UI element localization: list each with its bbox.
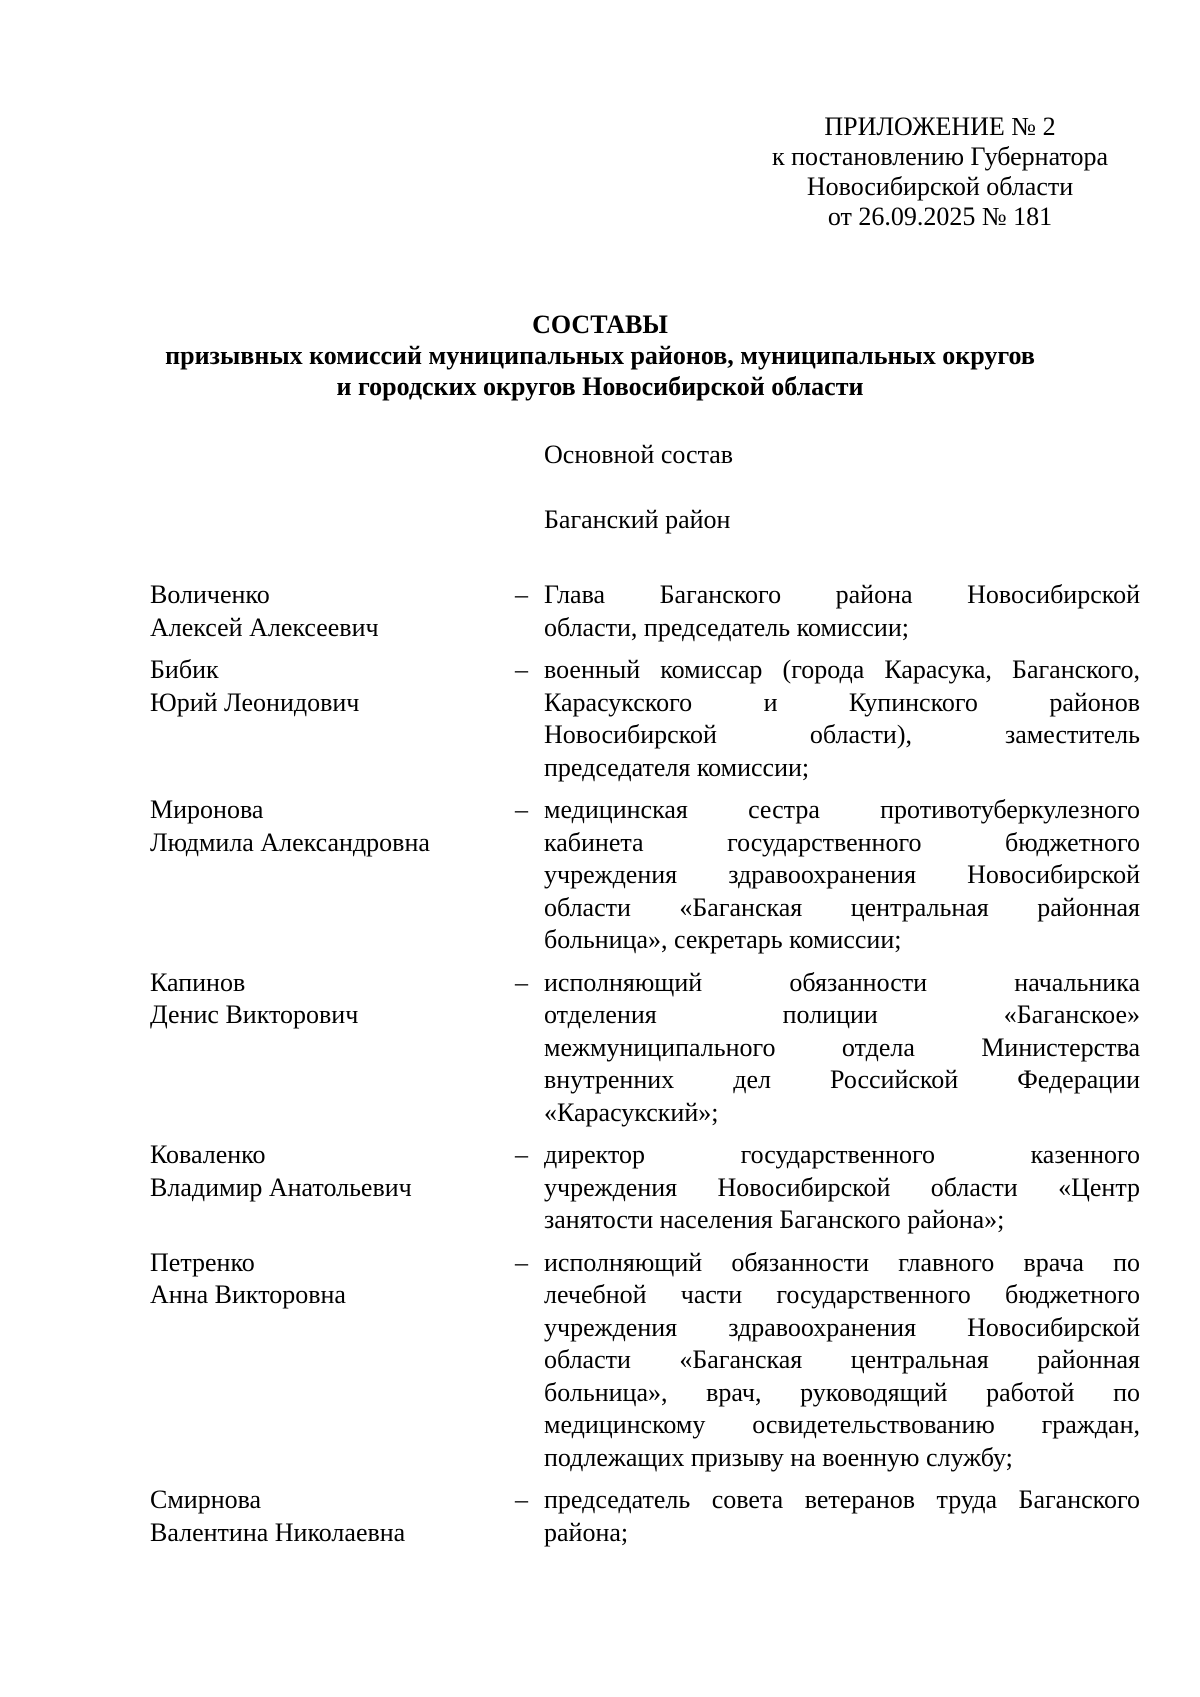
member-role-line: больница», секретарь комиссии;	[544, 925, 902, 954]
member-given-names: Юрий Леонидович	[150, 687, 360, 717]
member-role	[544, 967, 1140, 1130]
title-subheading-line-2: и городских округов Новосибирской области	[336, 372, 864, 401]
member-role-line: директор государственного казенного	[544, 1140, 1140, 1169]
member-name	[150, 579, 510, 644]
member-dash: –	[515, 1140, 528, 1169]
member-role-line: учреждения Новосибирской области «Центр	[544, 1172, 1140, 1202]
composition-label: Основной состав	[544, 440, 734, 469]
member-role-line: Новосибирской области), заместитель	[544, 720, 1140, 749]
member-role-line: внутренних дел Российской Федерации	[544, 1065, 1140, 1094]
member-role-line: медицинская сестра противотуберкулезного	[544, 795, 1140, 824]
member-dash: –	[515, 655, 528, 684]
member-surname: Петренко	[150, 1247, 255, 1277]
member-role-line: учреждения здравоохранения Новосибирской	[544, 860, 1140, 889]
member-given-names: Людмила Александровна	[150, 827, 430, 857]
document-title	[100, 309, 1100, 402]
member-name	[150, 967, 510, 1130]
member-role-line: отделения полиции «Баганское»	[544, 1000, 1140, 1029]
member-role	[544, 1139, 1140, 1237]
member-entry	[150, 654, 1140, 784]
member-name	[150, 654, 510, 784]
member-role-line: лечебной части государственного бюджетного	[544, 1280, 1140, 1309]
member-role-line: Глава Баганского района Новосибирской	[544, 580, 1140, 609]
member-surname: Смирнова	[150, 1485, 262, 1514]
member-role	[544, 1484, 1140, 1549]
title-subheading-line-1: призывных комиссий муниципальных районов, муниципальных округов	[165, 341, 1035, 370]
member-entry	[150, 1247, 1140, 1475]
member-entry	[150, 1139, 1140, 1237]
appendix-reference: к постановлению Губернатора	[771, 142, 1109, 171]
member-role-line: области «Баганская центральная районная	[544, 1345, 1140, 1374]
member-role-line: Карасукского и Купинского районов	[544, 687, 1140, 717]
member-dash: –	[515, 967, 528, 997]
member-given-names: Денис Викторович	[150, 1000, 359, 1029]
member-surname: Бибик	[150, 655, 219, 684]
member-entry	[150, 1484, 1140, 1549]
appendix-date-number: от 26.09.2025 № 181	[827, 202, 1053, 231]
member-role-line: занятости населения Баганского района»;	[544, 1205, 1005, 1234]
member-role	[544, 794, 1140, 957]
member-dash: –	[515, 1247, 528, 1277]
member-dash: –	[515, 580, 528, 609]
member-role-line: исполняющий обязанности главного врача по	[544, 1247, 1140, 1277]
member-surname: Миронова	[150, 795, 264, 824]
member-role-line: больница», врач, руководящий работой по	[544, 1377, 1140, 1407]
member-role-line: области, председатель комиссии;	[544, 612, 909, 642]
title-heading: СОСТАВЫ	[532, 310, 668, 339]
members-list	[150, 579, 1140, 1559]
member-surname: Капинов	[150, 967, 246, 997]
member-surname: Воличенко	[150, 580, 270, 609]
member-role-line: военный комиссар (города Карасука, Баганского,	[544, 655, 1140, 684]
member-given-names: Алексей Алексеевич	[150, 612, 379, 642]
member-dash: –	[515, 1485, 528, 1514]
member-name	[150, 1139, 510, 1237]
district-label: Баганский район	[544, 505, 731, 534]
appendix-region: Новосибирской области	[806, 172, 1074, 201]
member-role-line: кабинета государственного бюджетного	[544, 827, 1140, 857]
member-entry	[150, 967, 1140, 1130]
member-role-line: председатель совета ветеранов труда Баганского	[544, 1485, 1140, 1514]
member-entry	[150, 794, 1140, 957]
appendix-header	[760, 112, 1120, 232]
member-role-line: председателя комиссии;	[544, 752, 810, 782]
member-role	[544, 1247, 1140, 1475]
member-role-line: «Карасукский»;	[544, 1097, 719, 1127]
member-name	[150, 1247, 510, 1475]
member-given-names: Валентина Николаевна	[150, 1517, 406, 1547]
member-surname: Коваленко	[150, 1140, 266, 1169]
member-role-line: области «Баганская центральная районная	[544, 892, 1140, 922]
member-role-line: подлежащих призыву на военную службу;	[544, 1442, 1013, 1472]
appendix-number: ПРИЛОЖЕНИЕ № 2	[824, 112, 1056, 141]
member-role-line: межмуниципального отдела Министерства	[544, 1032, 1140, 1062]
member-entry	[150, 579, 1140, 644]
member-given-names: Анна Викторовна	[150, 1280, 346, 1309]
member-role-line: исполняющий обязанности начальника	[544, 967, 1140, 997]
member-dash: –	[515, 795, 528, 824]
member-name	[150, 794, 510, 957]
member-given-names: Владимир Анатольевич	[150, 1172, 412, 1202]
member-role-line: медицинскому освидетельствованию граждан,	[544, 1410, 1140, 1439]
member-role	[544, 654, 1140, 784]
member-role-line: района;	[544, 1517, 629, 1547]
member-role	[544, 579, 1140, 644]
member-role-line: учреждения здравоохранения Новосибирской	[544, 1312, 1140, 1342]
member-name	[150, 1484, 510, 1549]
